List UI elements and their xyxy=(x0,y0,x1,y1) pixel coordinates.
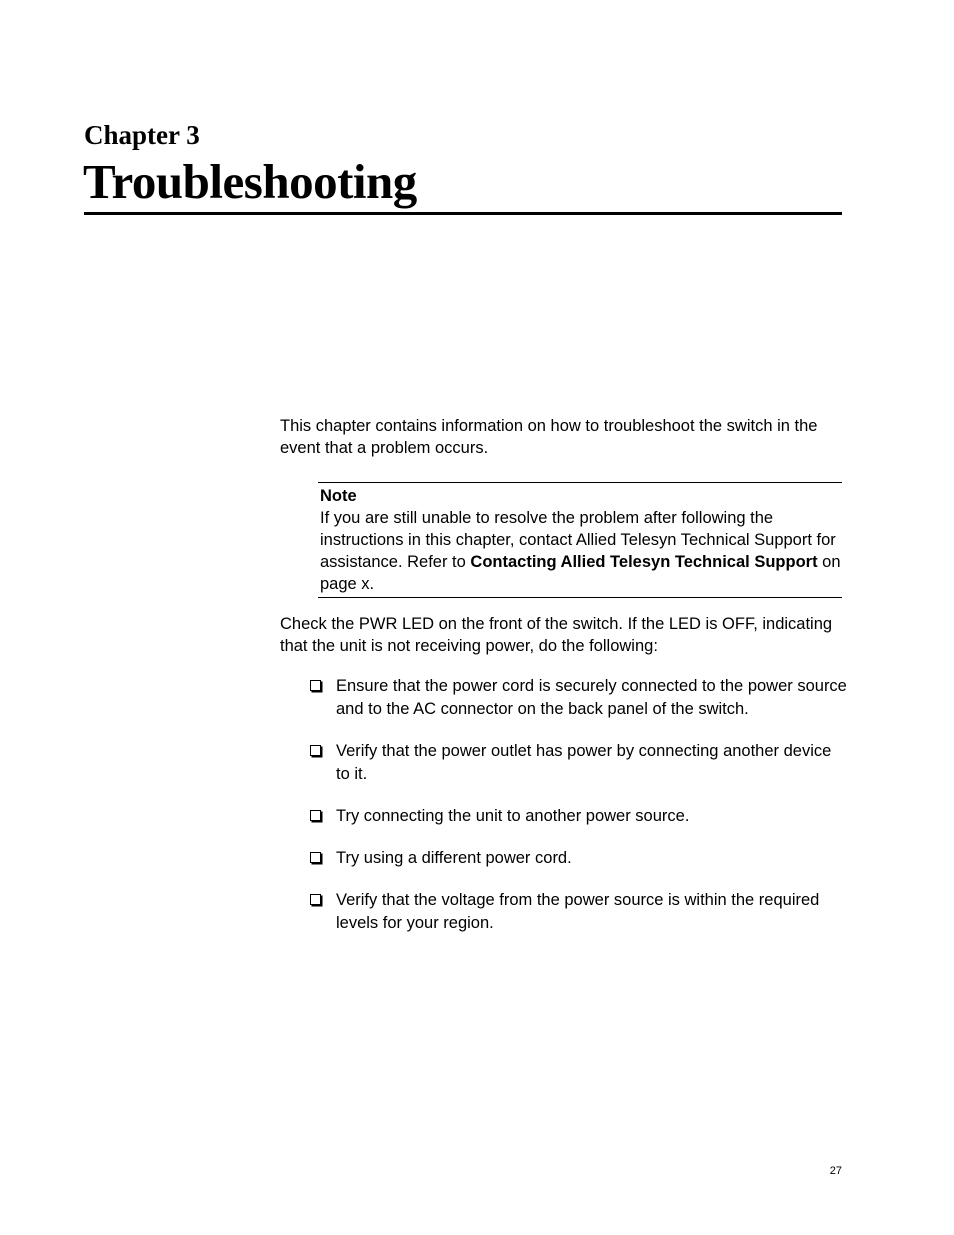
checkbox-bullet-icon xyxy=(310,894,321,905)
page-number: 27 xyxy=(829,1165,842,1177)
list-item xyxy=(309,805,849,828)
chapter-label: Chapter 3 xyxy=(84,120,200,150)
intro-paragraph: This chapter contains information on how to troubleshoot the switch in the event that a problem occurs. xyxy=(280,417,818,457)
troubleshooting-checklist xyxy=(309,675,849,954)
note-cross-reference: Contacting Allied Telesyn Technical Support xyxy=(470,553,818,571)
checkbox-bullet-icon xyxy=(310,745,321,756)
list-item-text: Try using a different power cord. xyxy=(336,849,572,867)
list-item xyxy=(309,847,849,870)
list-item-text: Verify that the voltage from the power source is within the required levels for your region. xyxy=(336,891,820,932)
list-item xyxy=(309,889,849,935)
title-rule xyxy=(84,212,842,215)
chapter-title: Troubleshooting xyxy=(83,154,417,209)
list-item-text: Ensure that the power cord is securely connected to the power source and to the AC connector on the back panel of the switch. xyxy=(336,677,847,718)
checkbox-bullet-icon xyxy=(310,852,321,863)
checkbox-bullet-icon xyxy=(310,810,321,821)
check-led-paragraph: Check the PWR LED on the front of the switch. If the LED is OFF, indicating that the unit is not receiving power, do the following: xyxy=(280,615,833,655)
checkbox-bullet-icon xyxy=(310,680,321,691)
list-item xyxy=(309,740,849,786)
note-box xyxy=(318,482,842,598)
note-text-before: If you are still unable to resolve the problem after following the instructions in this chapter, contact Allied Telesyn Technical Support for assistance. Refer to xyxy=(320,509,836,571)
list-item-text: Verify that the power outlet has power by connecting another device to it. xyxy=(336,742,832,783)
note-text-after: on page x. xyxy=(320,553,841,593)
note-heading: Note xyxy=(320,487,357,505)
list-item xyxy=(309,675,849,721)
note-body xyxy=(320,507,842,595)
list-item-text: Try connecting the unit to another power source. xyxy=(336,807,690,825)
